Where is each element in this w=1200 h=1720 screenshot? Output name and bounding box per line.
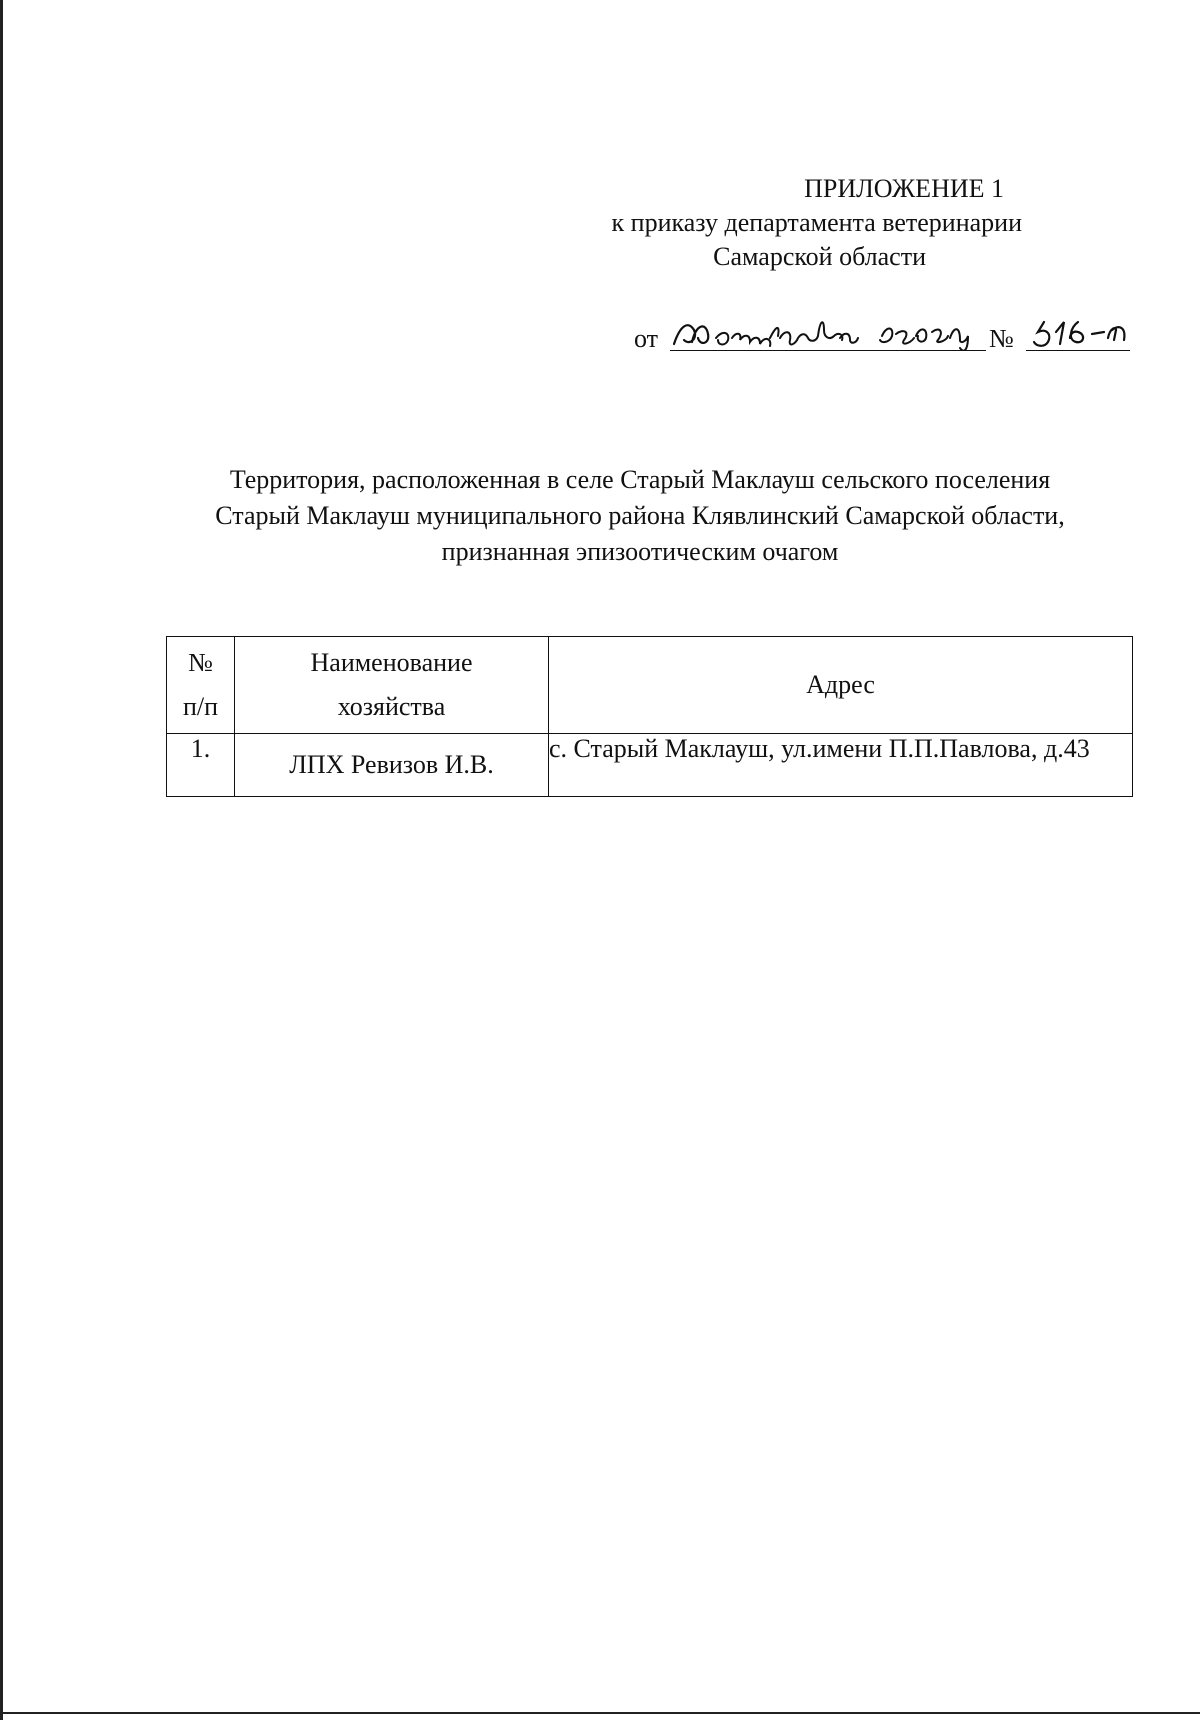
appendix-region: Самарской области [713,242,926,271]
row-number: 1. [167,734,235,797]
scan-left-edge [0,0,3,1720]
table-header-row [167,637,1133,734]
row-address: с. Старый Маклауш, ул.имени П.П.Павлова, д.43 [549,734,1133,797]
handwritten-number-signature [1026,312,1130,350]
row-farm-name: ЛПХ Ревизов И.В. [235,734,549,797]
from-label: от [634,324,659,353]
header-name [235,637,549,734]
appendix-reference: к приказу департамента ветеринарии [611,208,1022,237]
table-row [167,734,1133,797]
header-address: Адрес [549,637,1133,734]
heading-line-1: Территория, расположенная в селе Старый Маклауш сельского поселения [229,465,1051,494]
header-name-line-2: хозяйства [337,692,446,721]
header-number-line-2: п/п [182,692,219,721]
header-number-line-1: № [188,648,213,677]
farm-table [166,636,1133,797]
heading-line-2: Старый Маклауш муниципального района Клявлинский Самарской области, [215,501,1065,530]
order-date-number-line [634,312,1130,356]
heading-line-3: признанная эпизоотическим очагом [441,537,839,566]
number-label: № [989,324,1014,353]
header-number [167,637,235,734]
header-name-line-1: Наименование [310,648,473,677]
document-heading [150,462,1130,570]
number-handwritten-field [1026,312,1130,351]
appendix-block [502,172,1022,274]
date-handwritten-field [670,312,986,351]
scan-bottom-edge [0,1712,1200,1714]
appendix-title: ПРИЛОЖЕНИЕ 1 [804,174,1004,203]
handwritten-date-signature [670,312,986,350]
